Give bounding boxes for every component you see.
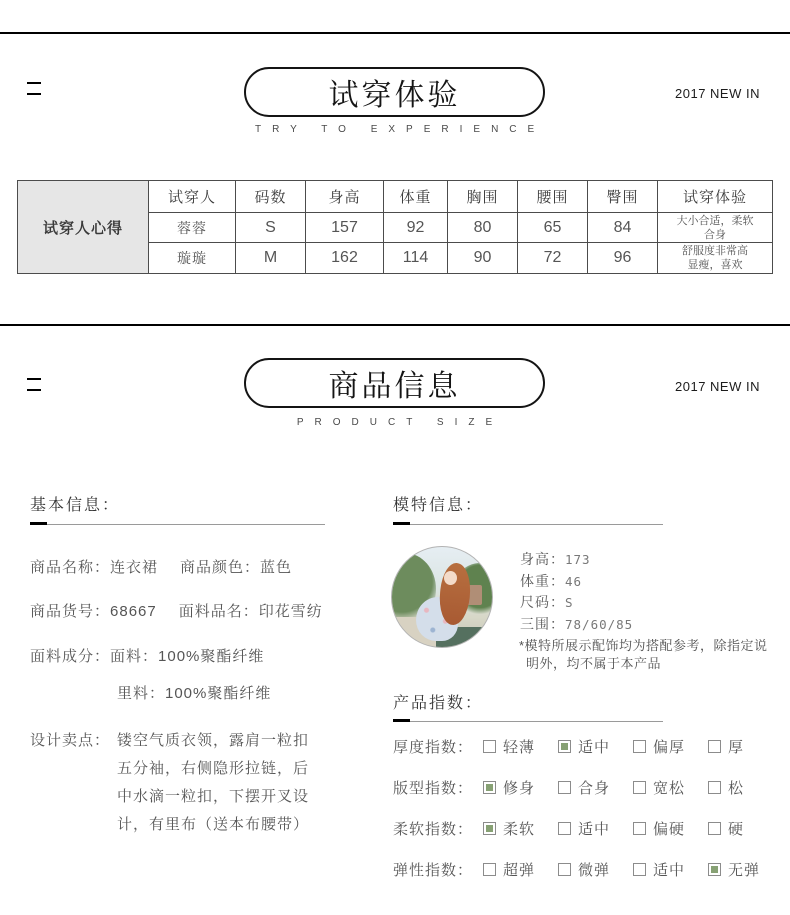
table-row-header: 试穿人心得 — [18, 181, 149, 274]
cell-experience: 大小合适，柔软 合身 — [658, 213, 773, 243]
checkbox-icon[interactable] — [708, 822, 721, 835]
model-info-heading: 模特信息： — [393, 497, 484, 514]
cell-waist: 65 — [518, 213, 588, 243]
cell-bust: 80 — [448, 213, 518, 243]
product-sku-row: 商品货号：68667 面料品名：印花雪纺 — [30, 603, 323, 620]
tryon-section-title: 试穿体验 — [328, 79, 461, 112]
col-header-weight: 体重 — [384, 181, 448, 213]
design-points-text: 镂空气质衣领，露肩一粒扣 五分袖，右侧隐形拉链，后 中水滴一粒扣，下摆开叉设 计，有里布（送本布腰带） — [117, 732, 310, 833]
index-option[interactable]: 超弹 — [483, 859, 558, 880]
collection-badge: 2017 NEW IN — [675, 86, 760, 101]
tryon-section-subtitle: TRY TO EXPERIENCE — [255, 124, 546, 135]
index-option[interactable]: 轻薄 — [483, 736, 558, 757]
model-weight-row: 体重：46 — [520, 572, 583, 589]
cell-size: S — [236, 213, 306, 243]
col-header-size: 码数 — [236, 181, 306, 213]
index-option[interactable]: 厚 — [708, 736, 783, 757]
cell-bust: 90 — [448, 243, 518, 274]
cell-wearer: 蓉蓉 — [149, 213, 236, 243]
index-option[interactable]: 适中 — [558, 818, 633, 839]
fit-experience-table — [17, 180, 773, 274]
cell-hip: 96 — [588, 243, 658, 274]
checkbox-icon[interactable] — [633, 781, 646, 794]
checkbox-icon[interactable] — [708, 863, 721, 876]
cell-height: 162 — [306, 243, 384, 274]
checkbox-icon[interactable] — [558, 863, 571, 876]
checkbox-icon[interactable] — [483, 822, 496, 835]
col-header-waist: 腰围 — [518, 181, 588, 213]
index-option[interactable]: 硬 — [708, 818, 783, 839]
index-option[interactable]: 合身 — [558, 777, 633, 798]
index-option[interactable]: 宽松 — [633, 777, 708, 798]
index-option[interactable]: 松 — [708, 777, 783, 798]
photo-model-face — [444, 571, 457, 585]
tryon-section-pill — [244, 67, 545, 117]
cell-weight: 92 — [384, 213, 448, 243]
section-mark — [27, 82, 41, 104]
checkbox-icon[interactable] — [483, 781, 496, 794]
index-option[interactable]: 适中 — [633, 859, 708, 880]
index-option[interactable]: 修身 — [483, 777, 558, 798]
product-index-rule — [393, 721, 663, 722]
model-info-rule — [393, 524, 663, 525]
section-divider — [0, 324, 790, 326]
cell-height: 157 — [306, 213, 384, 243]
col-header-experience: 试穿体验 — [658, 181, 773, 213]
product-index-heading: 产品指数： — [393, 695, 484, 712]
cell-wearer: 璇璇 — [149, 243, 236, 274]
col-header-wearer: 试穿人 — [149, 181, 236, 213]
checkbox-icon[interactable] — [708, 781, 721, 794]
cell-weight: 114 — [384, 243, 448, 274]
index-option[interactable]: 偏厚 — [633, 736, 708, 757]
fabric-composition-row: 面料成分：面料：100%聚酯纤维 — [30, 648, 265, 665]
collection-badge: 2017 NEW IN — [675, 379, 760, 394]
cell-size: M — [236, 243, 306, 274]
col-header-height: 身高 — [306, 181, 384, 213]
elasticity-index-row: 弹性指数： 超弹 微弹 适中 无弹 — [393, 859, 783, 879]
cut-index-row: 版型指数： 修身 合身 宽松 松 — [393, 777, 783, 797]
product-section-title: 商品信息 — [328, 370, 461, 403]
checkbox-icon[interactable] — [483, 740, 496, 753]
design-points-row — [30, 727, 309, 839]
softness-index-row: 柔软指数： 柔软 适中 偏硬 硬 — [393, 818, 783, 838]
index-option[interactable]: 微弹 — [558, 859, 633, 880]
index-option[interactable]: 偏硬 — [633, 818, 708, 839]
checkbox-icon[interactable] — [633, 863, 646, 876]
model-disclaimer: *模特所展示配饰均为搭配参考，除指定说 明外，均不属于本产品 — [519, 638, 768, 671]
checkbox-icon[interactable] — [483, 863, 496, 876]
model-photo — [391, 546, 493, 648]
checkbox-icon[interactable] — [558, 740, 571, 753]
section-divider-top — [0, 32, 790, 34]
product-name-row: 商品名称：连衣裙 商品颜色：蓝色 — [30, 559, 293, 576]
model-stats — [520, 549, 633, 635]
index-option[interactable]: 柔软 — [483, 818, 558, 839]
cell-hip: 84 — [588, 213, 658, 243]
index-option[interactable]: 适中 — [558, 736, 633, 757]
design-points-label: 设计卖点： — [30, 732, 111, 749]
checkbox-icon[interactable] — [558, 822, 571, 835]
model-height-row: 身高：173 — [520, 551, 591, 567]
model-measurements-row: 三围：78/60/85 — [520, 615, 634, 632]
col-header-bust: 胸围 — [448, 181, 518, 213]
lining-composition-row: 里料：100%聚酯纤维 — [117, 685, 272, 702]
col-header-hip: 臀围 — [588, 181, 658, 213]
basic-info-rule — [30, 524, 325, 525]
checkbox-icon[interactable] — [633, 822, 646, 835]
product-section-pill — [244, 358, 545, 408]
basic-info-heading: 基本信息： — [30, 497, 121, 514]
cell-waist: 72 — [518, 243, 588, 274]
cell-experience: 舒服度非常高 显瘦，喜欢 — [658, 243, 773, 274]
product-section-subtitle: PRODUCT SIZE — [296, 417, 504, 428]
thickness-index-row: 厚度指数： 轻薄 适中 偏厚 厚 — [393, 736, 783, 756]
checkbox-icon[interactable] — [558, 781, 571, 794]
index-option[interactable]: 无弹 — [708, 859, 783, 880]
section-mark — [27, 378, 41, 400]
checkbox-icon[interactable] — [633, 740, 646, 753]
model-size-row: 尺码：S — [520, 594, 574, 610]
checkbox-icon[interactable] — [708, 740, 721, 753]
